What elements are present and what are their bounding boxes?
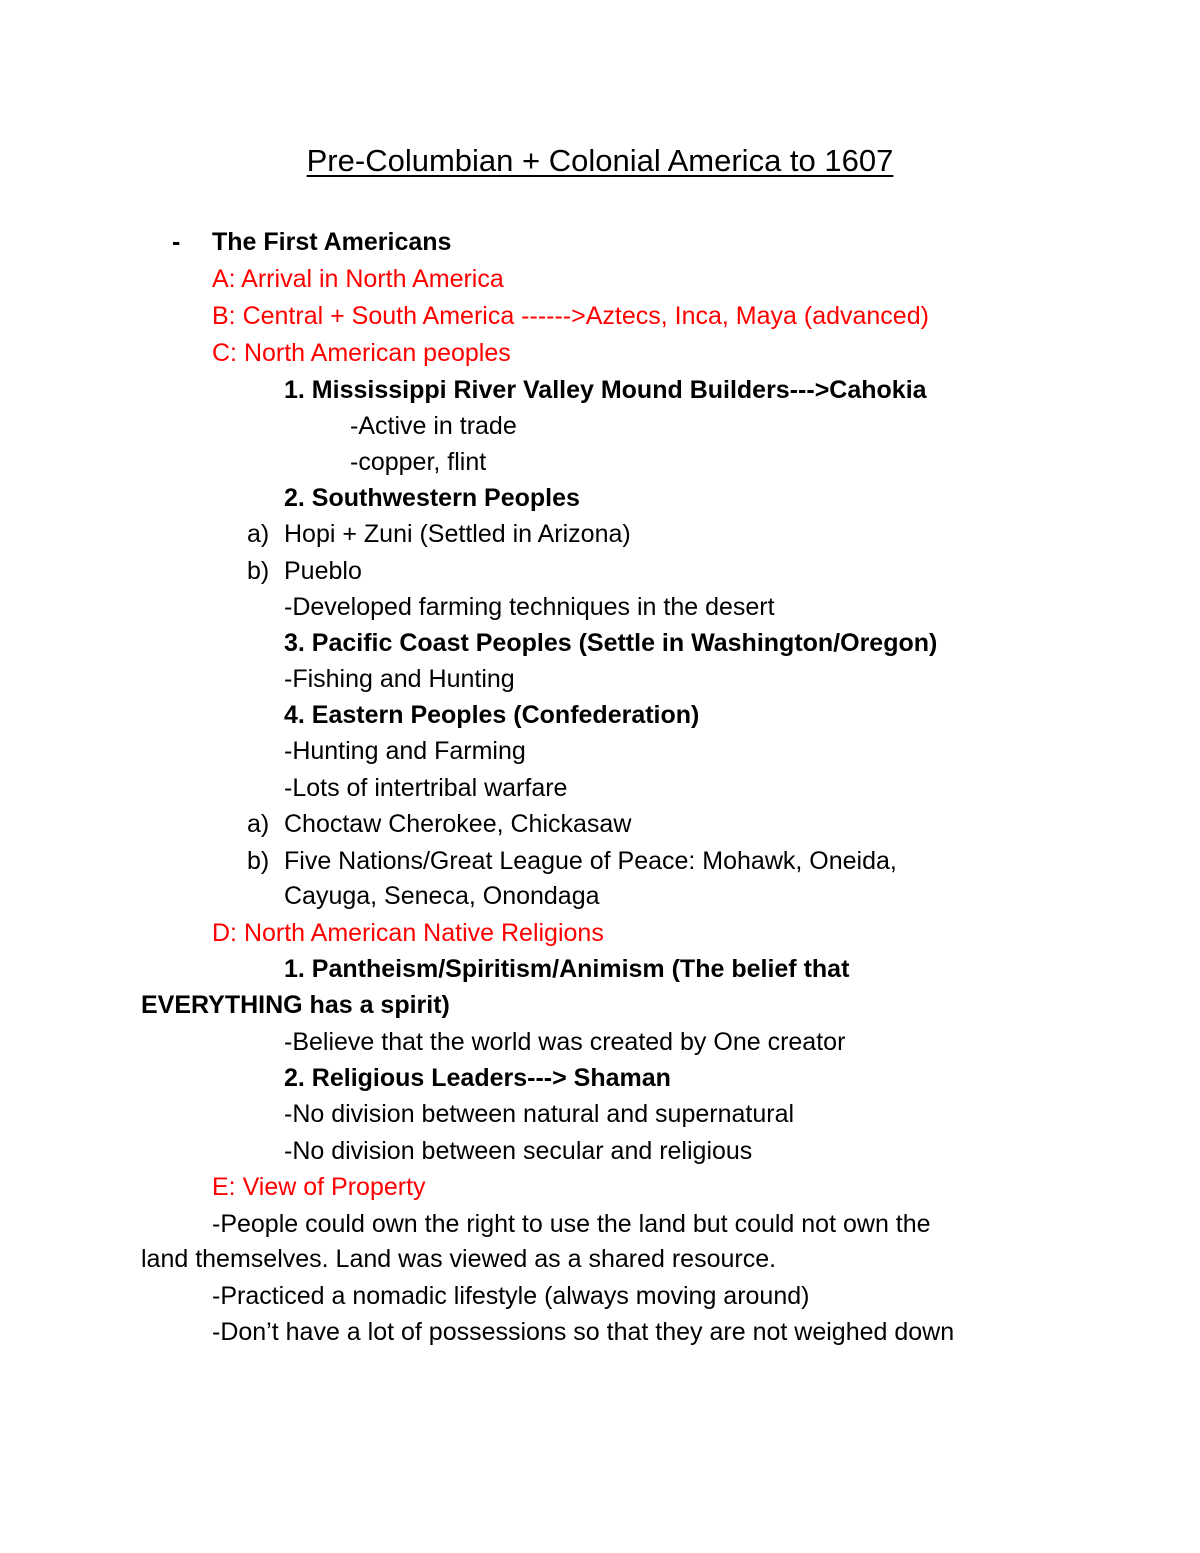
subsection-e-heading: E: View of Property xyxy=(212,1173,426,1201)
peoples-item-2b-note: -Developed farming techniques in the desert xyxy=(284,593,775,621)
subsection-c-heading: C: North American peoples xyxy=(212,339,511,367)
list-marker: a) xyxy=(247,520,270,548)
peoples-item-1-note: -Active in trade xyxy=(350,412,517,440)
religions-item-2: 2. Religious Leaders---> Shaman xyxy=(284,1064,671,1092)
list-marker: a) xyxy=(247,810,270,838)
property-note-1: -People could own the right to use the land but could not own the xyxy=(212,1210,931,1238)
peoples-item-4a: Choctaw Cherokee, Chickasaw xyxy=(284,810,632,838)
peoples-item-2: 2. Southwestern Peoples xyxy=(284,484,580,512)
peoples-item-4-note: -Hunting and Farming xyxy=(284,737,526,765)
peoples-item-4: 4. Eastern Peoples (Confederation) xyxy=(284,701,700,729)
list-marker: b) xyxy=(247,557,270,585)
peoples-item-3: 3. Pacific Coast Peoples (Settle in Washington/Oregon) xyxy=(284,629,938,657)
subsection-d-heading: D: North American Native Religions xyxy=(212,919,604,947)
peoples-item-3-note: -Fishing and Hunting xyxy=(284,665,515,693)
subsection-b-heading: B: Central + South America ------>Aztecs, Inca, Maya (advanced) xyxy=(212,302,929,330)
religions-item-2-note: -No division between natural and supernatural xyxy=(284,1100,795,1128)
section-heading: The First Americans xyxy=(212,228,452,256)
peoples-item-4-note: -Lots of intertribal warfare xyxy=(284,774,568,802)
peoples-item-1: 1. Mississippi River Valley Mound Builders--->Cahokia xyxy=(284,376,927,404)
property-note-3: -Don’t have a lot of possessions so that they are not weighed down xyxy=(212,1318,955,1346)
religions-item-1: 1. Pantheism/Spiritism/Animism (The belief that xyxy=(284,955,850,983)
section-dash-marker: - xyxy=(172,228,181,256)
religions-item-1-continued: EVERYTHING has a spirit) xyxy=(141,991,450,1019)
religions-item-2-note: -No division between secular and religious xyxy=(284,1137,753,1165)
peoples-item-4b: Five Nations/Great League of Peace: Mohawk, Oneida, xyxy=(284,847,897,875)
peoples-item-2a: Hopi + Zuni (Settled in Arizona) xyxy=(284,520,631,548)
peoples-item-1-note: -copper, flint xyxy=(350,448,487,476)
subsection-a-heading: A: Arrival in North America xyxy=(212,265,504,293)
religions-item-1-note: -Believe that the world was created by One creator xyxy=(284,1028,846,1056)
list-marker: b) xyxy=(247,847,270,875)
peoples-item-4b-continued: Cayuga, Seneca, Onondaga xyxy=(284,882,600,910)
property-note-1-continued: land themselves. Land was viewed as a shared resource. xyxy=(141,1245,777,1273)
page-title: Pre-Columbian + Colonial America to 1607 xyxy=(306,143,894,178)
peoples-item-2b: Pueblo xyxy=(284,557,362,585)
property-note-2: -Practiced a nomadic lifestyle (always moving around) xyxy=(212,1282,810,1310)
